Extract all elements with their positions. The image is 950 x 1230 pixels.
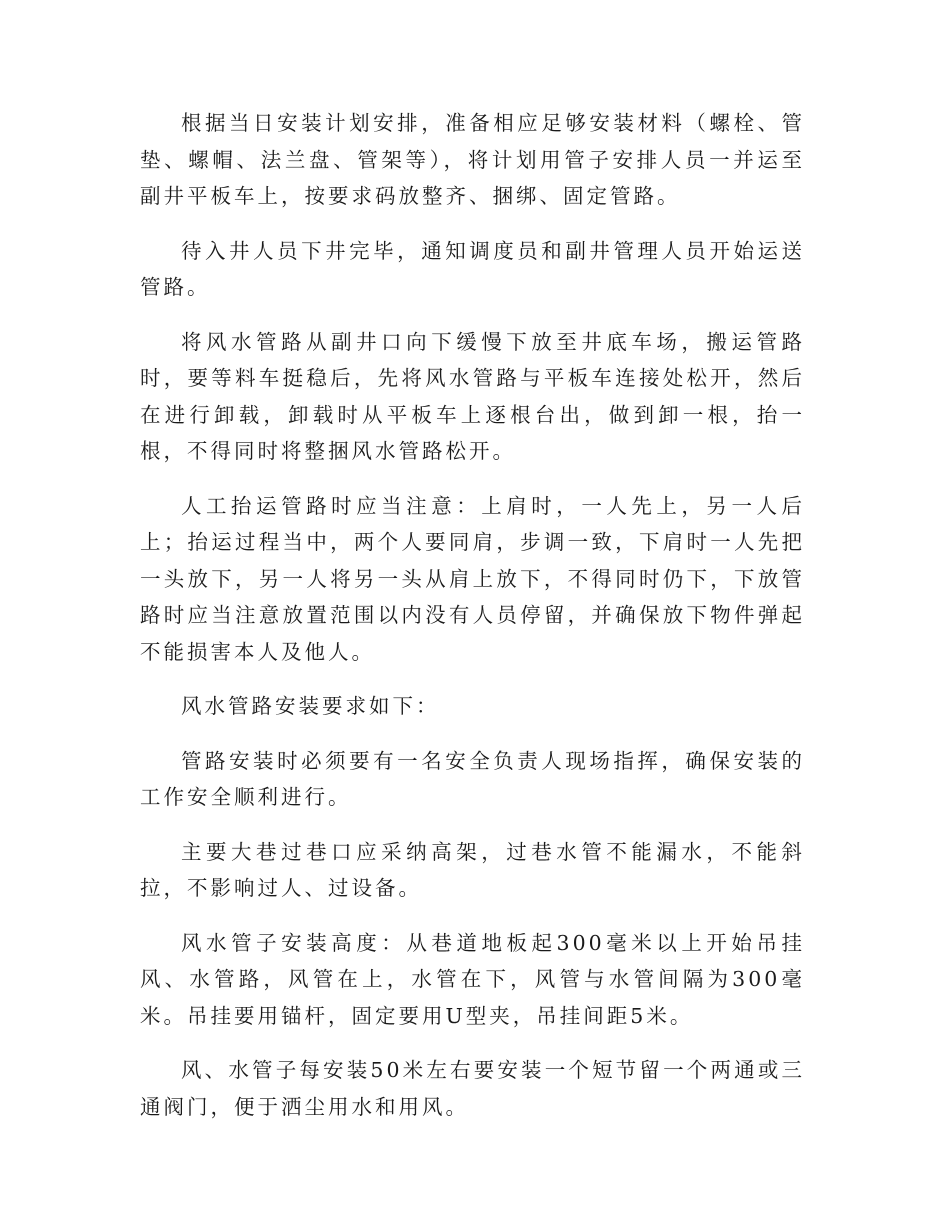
paragraph-installation-requirements-heading: 风水管路安装要求如下： <box>181 694 440 718</box>
paragraph-lowering-unloading: 将风水管路从副井口向下缓慢下放至井底车场，搬运管路时，要等料车挺稳后，先将风水管路与平板车连接处松开，然后在进行卸载，卸载时从平板车上逐根台出，做到卸一根，抬一根，不得同时将整捆风水管路松开。 <box>140 329 805 463</box>
document-body <box>140 105 805 1143</box>
paragraph-installation-height: 风水管子安装高度：从巷道地板起300毫米以上开始吊挂风、水管路，风管在上，水管在下，风管与水管间隔为300毫米。吊挂要用锚杆，固定要用U型夹，吊挂间距5米。 <box>140 930 805 1028</box>
paragraph-manual-carrying: 人工抬运管路时应当注意：上肩时，一人先上，另一人后上；抬运过程当中，两个人要同肩，步调一致，下肩时一人先把一头放下，另一人将另一头从肩上放下，不得同时仍下，下放管路时应当注意放置范围以内没有人员停留，并确保放下物件弹起不能损害本人及他人。 <box>140 493 805 664</box>
paragraph-safety-supervisor: 管路安装时必须要有一名安全负责人现场指挥，确保安装的工作安全顺利进行。 <box>140 748 805 809</box>
paragraph-notify-dispatch: 待入井人员下井完毕，通知调度员和副井管理人员开始运送管路。 <box>140 238 805 299</box>
paragraph-crossing-roadway: 主要大巷过巷口应采纳高架，过巷水管不能漏水，不能斜拉，不影响过人、过设备。 <box>140 839 805 900</box>
paragraph-valve-spacing: 风、水管子每安装50米左右要安装一个短节留一个两通或三通阀门，便于洒尘用水和用风。 <box>140 1058 805 1119</box>
paragraph-material-preparation: 根据当日安装计划安排，准备相应足够安装材料（螺栓、管垫、螺帽、法兰盘、管架等），将计划用管子安排人员一并运至副井平板车上，按要求码放整齐、捆绑、固定管路。 <box>140 111 805 208</box>
